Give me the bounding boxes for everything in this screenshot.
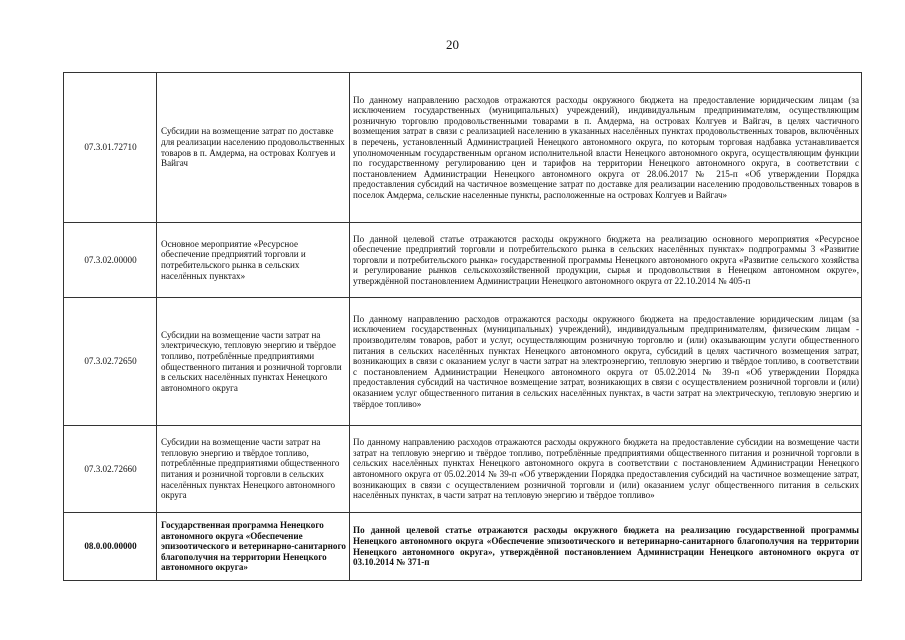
target-article-code: 07.3.02.72660 — [64, 426, 157, 513]
table-row — [64, 426, 862, 513]
target-article-description: По данному направлению расходов отражаются расходы окружного бюджета на предоставление юридическим лицам (за исключением государственных (муниципальных) учреждений), индивидуальным предпринимателям, физическим лицам - производителям товаров, работ и услуг, осуществляющим розничную торговлю и (или) оказывающим услуги общественного питания в сельских населённых пунктах Ненецкого автономного округа, субсидий в целях частичного возмещения затрат, возникающих в связи с оказанием услуг в части затрат на электроэнергию, тепловую энергию и твёрдое топливо, в соответствии с постановлением Администрации Ненецкого автономного округа от 05.02.2014 № 39-п «Об утверждении Порядка предоставления субсидий на частичное возмещение затрат, возникающих в связи с осуществлением розничной торговли и (или) оказанием услуг общественного питания в сельских населённых пунктах, в части затрат на электрическую, тепловую энергию и твёрдое топливо» — [350, 298, 862, 426]
target-article-name: Основное мероприятие «Ресурсное обеспечение предприятий торговли и потребительского рынка в сельских населённых пунктах» — [157, 223, 350, 298]
target-article-code: 07.3.02.00000 — [64, 223, 157, 298]
table-row — [64, 298, 862, 426]
target-article-name: Субсидии на возмещение части затрат на электрическую, тепловую энергию и твёрдое топливо, потреблённые предприятиями общественного питания и розничной торговли в сельских населённых пунктах Ненецкого автономного округа — [157, 298, 350, 426]
target-article-name: Субсидии на возмещение затрат по доставке для реализации населению продовольственных товаров в п. Амдерма, на островах Колгуев и Вайгач — [157, 73, 350, 223]
page-number: 20 — [446, 37, 459, 52]
target-article-description: По данной целевой статье отражаются расходы окружного бюджета на реализацию государственной программы Ненецкого автономного округа «Обеспечение эпизоотического и ветеринарно-санитарного благополучия на территории Ненецкого автономного округа», утверждённой постановлением Администрации Ненецкого автономного округа от 03.10.2014 № 371-п — [350, 513, 862, 581]
table-row — [64, 73, 862, 223]
target-article-code: 07.3.02.72650 — [64, 298, 157, 426]
target-article-name: Субсидии на возмещение части затрат на тепловую энергию и твёрдое топливо, потреблённые предприятиями общественного питания и розничной торговли в сельских населённых пунктах Ненецкого автономного округа — [157, 426, 350, 513]
target-article-description: По данному направлению расходов отражаются расходы окружного бюджета на предоставление юридическим лицам (за исключением государственных (муниципальных) учреждений), индивидуальным предпринимателям, осуществляющим розничную торговлю продовольственными товарами в п. Амдерма, на островах Колгуев и Вайгач, в целях частичного возмещения затрат в связи с реализацией населению в указанных населённых пунктах продовольственных товаров, включённых в перечень, установленный Администрацией Ненецкого автономного округа, по которым торговая надбавка устанавливается уполномоченным государственным органом исполнительной власти Ненецкого автономного округа, осуществляющим функции по государственному регулированию цен и тарифов на территории Ненецкого автономного округа, в соответствии с постановлением Администрации Ненецкого автономного округа от 28.06.2017 № 215-п «Об утверждении Порядка предоставления субсидий на частичное возмещение затрат по доставке для реализации населению продовольственных товаров в поселок Амдерма, сельские населенные пункты, расположенные на островах Колгуев и Вайгач» — [350, 73, 862, 223]
table-row — [64, 223, 862, 298]
target-article-description: По данному направлению расходов отражаются расходы окружного бюджета на предоставление субсидии на возмещение части затрат на тепловую энергию и твёрдое топливо, потреблённые предприятиями общественного питания и розничной торговли в сельских населённых пунктах Ненецкого автономного округа в соответствии с постановлением Администрации Ненецкого автономного округа от 05.02.2014 № 39-п «Об утверждении Порядка предоставления субсидий на частичное возмещение затрат, возникающих в связи с осуществлением розничной торговли и (или) оказанием услуг общественного питания в сельских населённых пунктах, в части затрат на тепловую энергию и твёрдое топливо» — [350, 426, 862, 513]
target-article-name: Государственная программа Ненецкого автономного округа «Обеспечение эпизоотического и ветеринарно-санитарного благополучия на территории Ненецкого автономного округа» — [157, 513, 350, 581]
target-article-description: По данной целевой статье отражаются расходы окружного бюджета на реализацию основного мероприятия «Ресурсное обеспечение предприятий торговли и потребительского рынка в сельских населённых пунктах» подпрограммы 3 «Развитие торговли и потребительского рынка» государственной программы Ненецкого автономного округа «Развитие сельского хозяйства и регулирование рынков сельскохозяйственной продукции, сырья и продовольствия в Ненецком автономном округе», утверждённой постановлением Администрации Ненецкого автономного округа от 22.10.2014 № 405-п — [350, 223, 862, 298]
budget-classification-table — [63, 72, 862, 581]
target-article-code: 08.0.00.00000 — [64, 513, 157, 581]
target-article-code: 07.3.01.72710 — [64, 73, 157, 223]
table-row — [64, 513, 862, 581]
